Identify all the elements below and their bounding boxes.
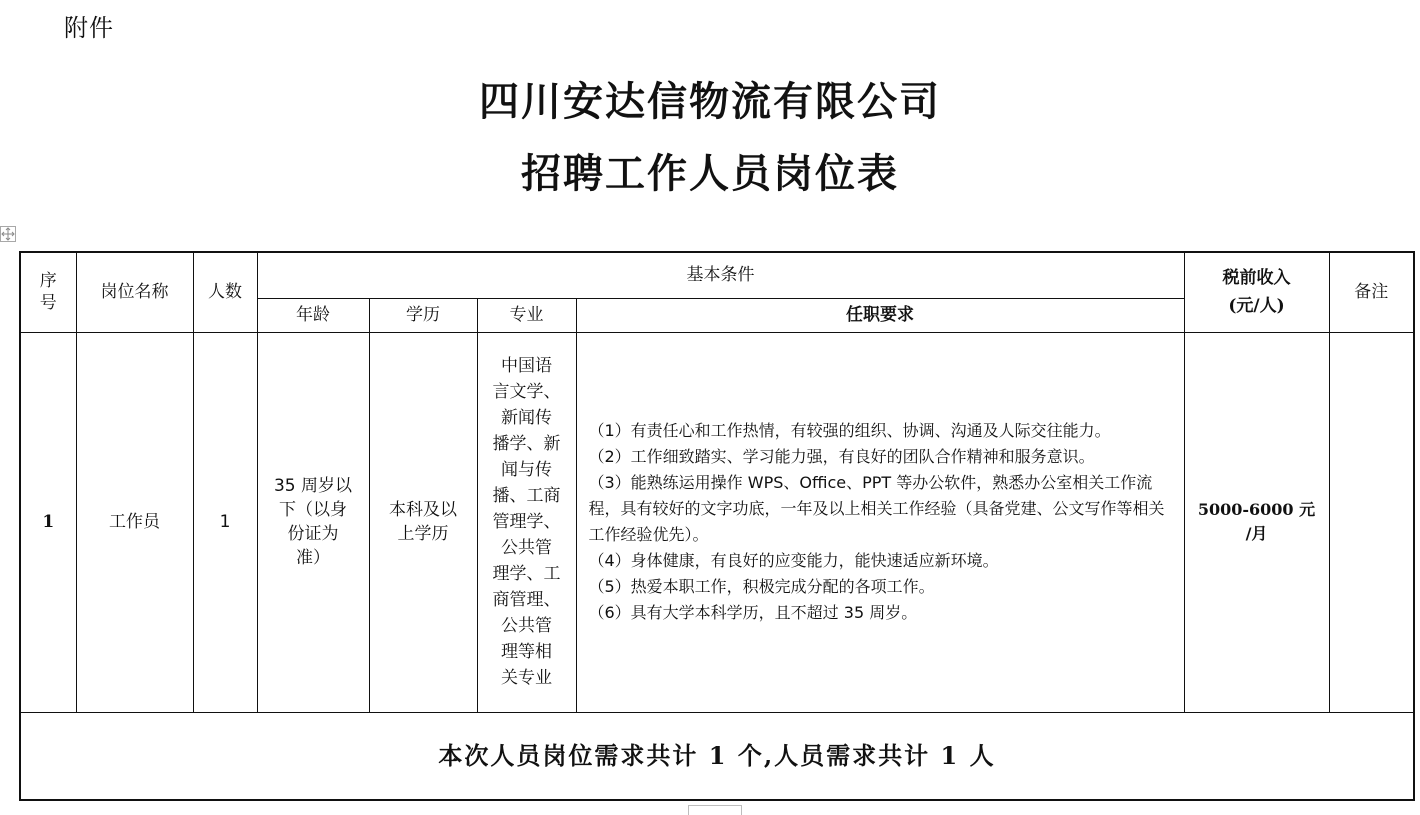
summary-row: 本次人员岗位需求共计 1 个,人员需求共计 1 人 [20,712,1414,800]
attachment-label: 附件 [64,14,114,42]
page-bottom-marker [688,805,742,815]
header-education: 学历 [369,298,477,332]
header-remarks: 备注 [1329,252,1414,332]
requirement-item: （2）工作细致踏实、学习能力强，有良好的团队合作精神和服务意识。 [588,447,1095,466]
requirement-item: （1）有责任心和工作热情，有较强的组织、协调、沟通及人际交往能力。 [588,421,1111,440]
header-basic-conditions: 基本条件 [257,252,1184,298]
header-major: 专业 [477,298,576,332]
row-remarks [1329,332,1414,712]
row-education: 本科及以 上学历 [369,332,477,712]
header-age: 年龄 [257,298,369,332]
requirement-item: （5）热爱本职工作，积极完成分配的各项工作。 [588,577,935,596]
table-move-handle-icon[interactable] [0,226,16,242]
header-position: 岗位名称 [76,252,193,332]
header-count: 人数 [193,252,257,332]
header-salary: 税前收入 (元/人) [1184,252,1329,332]
table-title: 招聘工作人员岗位表 [521,150,899,197]
row-major: 中国语 言文学、 新闻传 播学、新 闻与传 播、工商 管理学、 公共管 理学、工 商管理、 公共管 理等相 关专业 [477,332,576,712]
requirement-item: （3）能熟练运用操作 WPS、Office、PPT 等办公软件，熟悉办公室相关工作流程，具有较好的文字功底，一年及以上相关工作经验（具备党建、公文写作等相关工作经验优先）。 [588,473,1165,544]
row-age: 35 周岁以 下（以身 份证为 准） [257,332,369,712]
row-requirements [576,332,1184,712]
row-position: 工作员 [76,332,193,712]
requirement-item: （4）身体健康，有良好的应变能力，能快速适应新环境。 [588,551,999,570]
header-requirements: 任职要求 [576,298,1184,332]
job-table [19,251,1415,801]
header-seq-text: 序号 [39,270,57,313]
company-title: 四川安达信物流有限公司 [479,78,941,125]
table-row [20,332,1414,712]
row-seq: 1 [20,332,76,712]
row-count: 1 [193,332,257,712]
row-salary: 5000-6000 元 /月 [1184,332,1329,712]
header-seq [20,252,76,332]
requirement-item: （6）具有大学本科学历，且不超过 35 周岁。 [588,603,918,622]
